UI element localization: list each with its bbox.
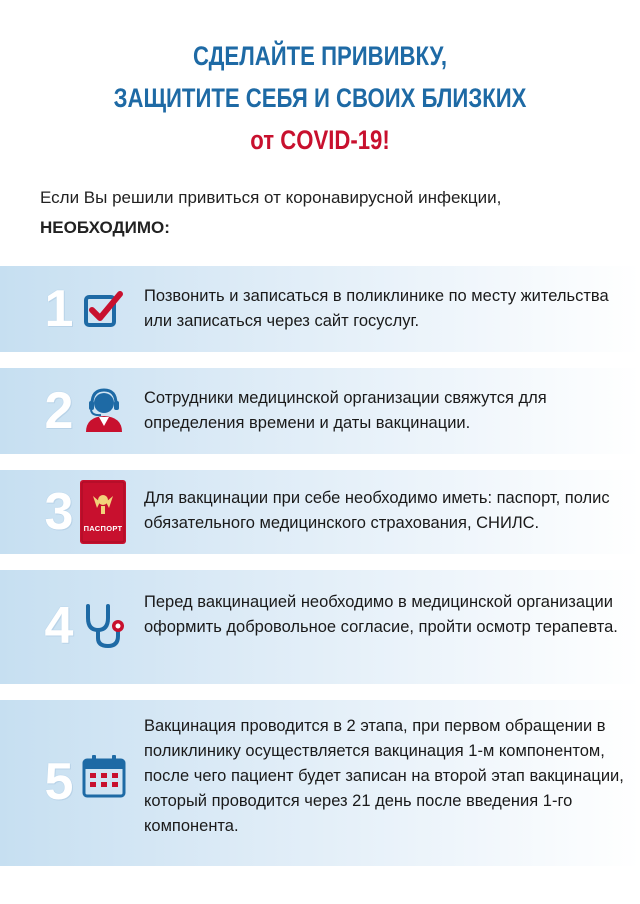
intro (40, 183, 620, 243)
title-line-1: СДЕЛАЙТЕ ПРИВИВКУ, (192, 41, 448, 71)
step-text: Сотрудники медицинской организации свяжутся для определения времени и даты вакцинации. (144, 389, 547, 432)
passport-icon (80, 478, 128, 546)
step-4 (0, 570, 640, 684)
step-text: Вакцинация проводится в 2 этапа, при первом обращении в поликлинику осуществляется вакцинация 1-м компонентом, после чего пациент будет записан на второй этап вакцинации, который проводится через 21 день после введения 1-го компонента. (144, 717, 624, 835)
step-number: 1 (44, 280, 74, 338)
passport-label: ПАСПОРТ (83, 524, 123, 533)
step-3 (0, 470, 640, 554)
checkbox-icon (80, 285, 128, 333)
step-number: 3 (44, 483, 74, 541)
step-number: 2 (44, 382, 74, 440)
step-1 (0, 266, 640, 352)
step-2 (0, 368, 640, 454)
calendar-icon (80, 752, 128, 800)
step-5 (0, 700, 640, 866)
step-text: Перед вакцинацией необходимо в медицинской организации оформить добровольное согласие, пройти осмотр терапевта. (144, 593, 618, 636)
intro-bold: НЕОБХОДИМО: (40, 218, 170, 237)
step-number: 5 (44, 753, 74, 811)
step-number: 4 (44, 597, 74, 655)
step-text: Для вакцинации при себе необходимо иметь: паспорт, полис обязательного медицинского страхования, СНИЛС. (144, 489, 610, 532)
intro-text: Если Вы решили привиться от коронавирусной инфекции, (40, 188, 502, 207)
title-line-2: ЗАЩИТИТЕ СЕБЯ И СВОИХ БЛИЗКИХ (113, 83, 527, 113)
step-text: Позвонить и записаться в поликлинике по месту жительства или записаться через сайт госуслуг. (144, 287, 609, 330)
stethoscope-icon (80, 602, 128, 650)
operator-icon (80, 386, 128, 434)
title-line-3: от COVID-19! (250, 125, 390, 155)
